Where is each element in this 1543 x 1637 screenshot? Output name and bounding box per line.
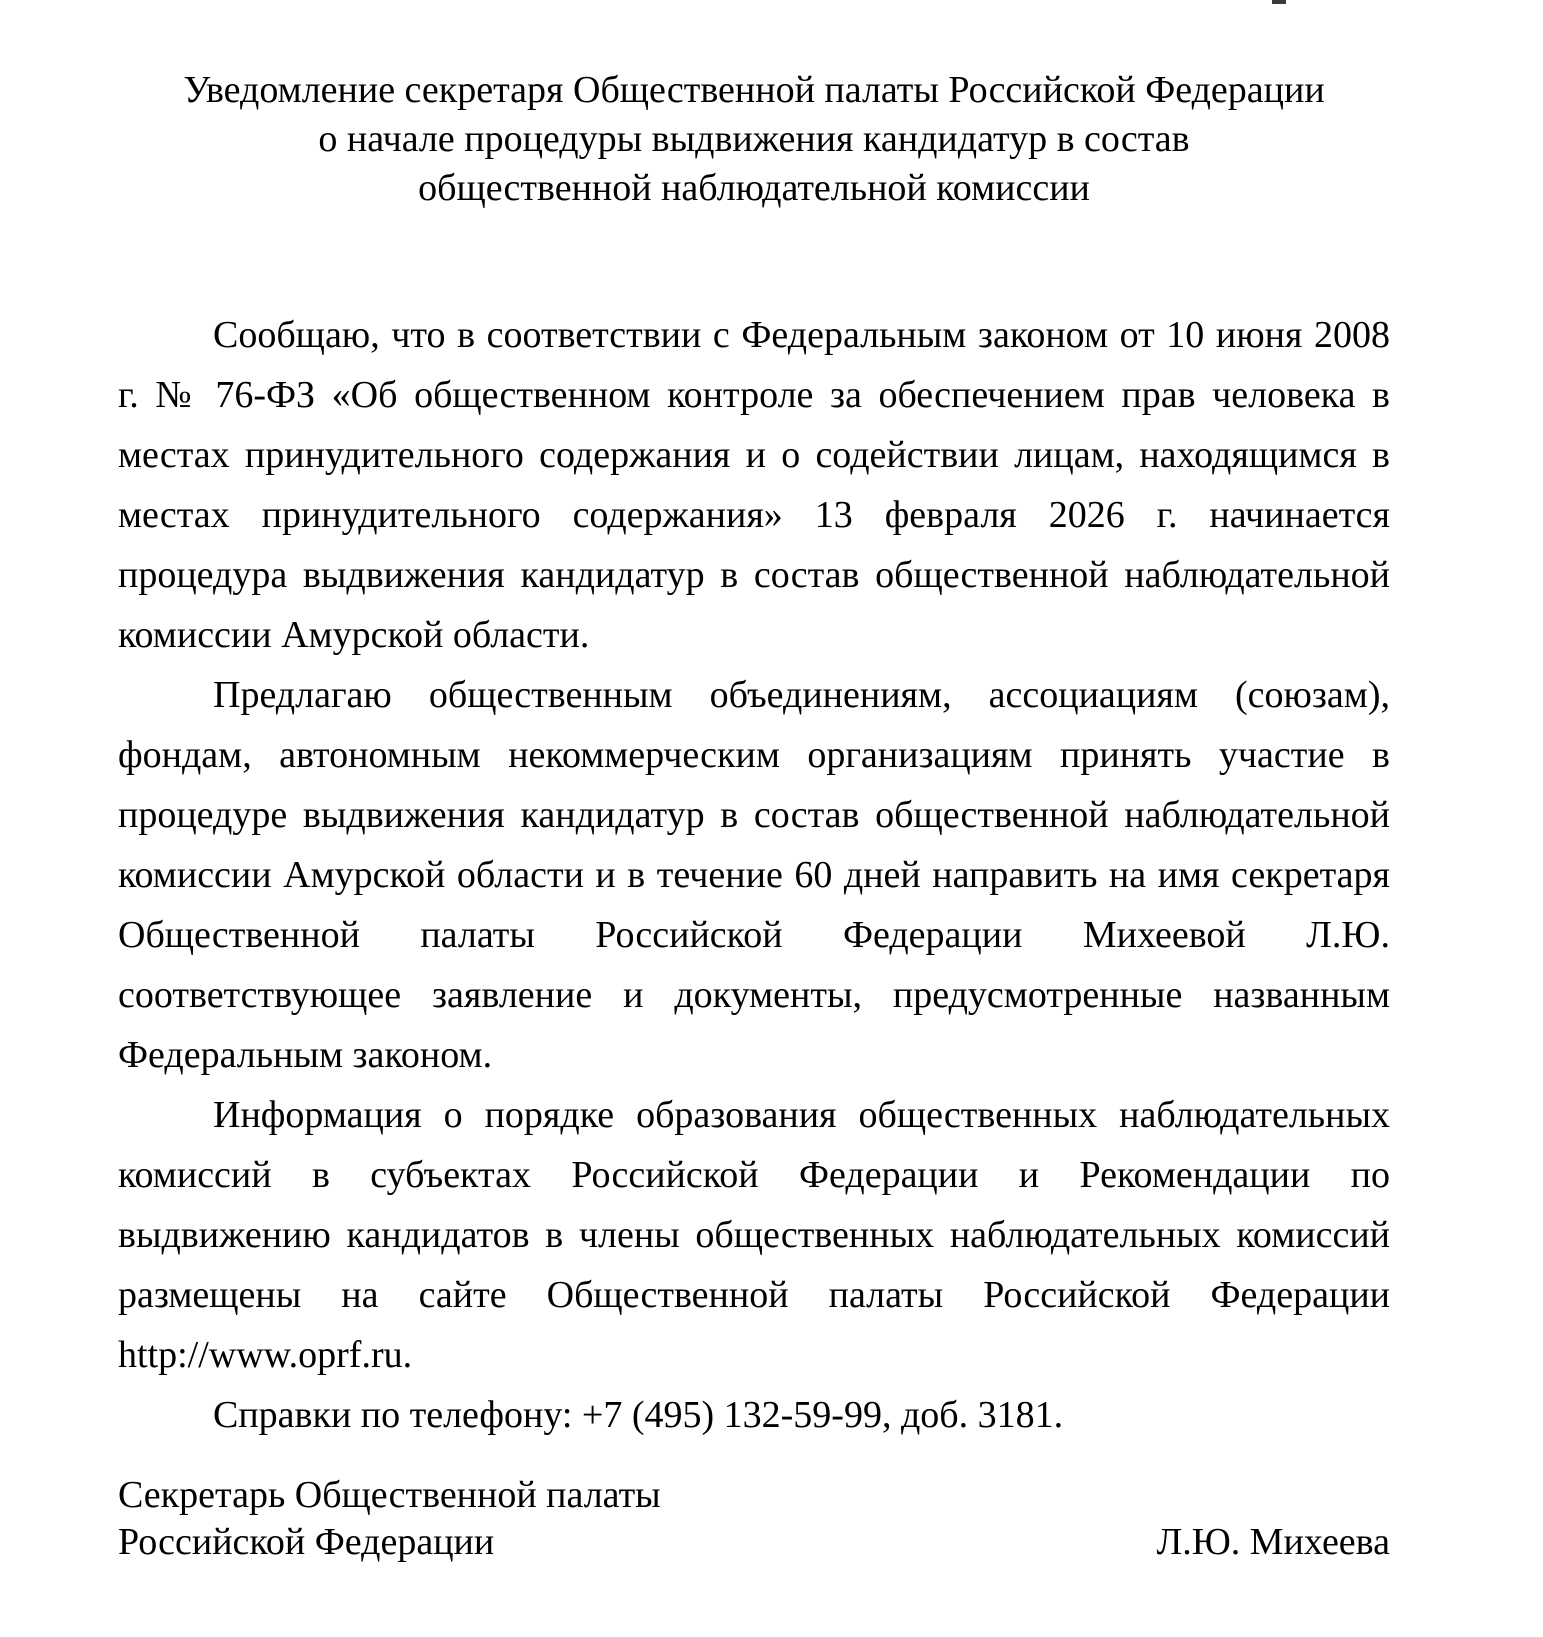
document-title [118,66,1390,213]
title-line-3: общественной наблюдательной комиссии [418,167,1090,209]
paragraph-phone-contact: Справки по телефону: +7 (495) 132-59-99, доб. 3181. [213,1394,1064,1436]
signer-name: Л.Ю. Михеева [1156,1521,1390,1563]
title-line-1: Уведомление секретаря Общественной палаты Российской Федерации [183,69,1325,111]
signer-position-line-1: Секретарь Общественной палаты [118,1474,661,1516]
paragraph-invitation: Предлагаю общественным объединениям, ассоциациям (союзам), фондам, автономным некоммерческим организациям принять участие в процедуре выдвижения кандидатур в состав общественной наблюдательной комиссии Амурской области и в течение 60 дней направить на имя секретаря Общественной палаты Российской Федерации Михеевой Л.Ю. соответствующее заявление и документы, предусмотренные названным Федеральным законом. [118,674,1390,1076]
signature-block [118,1472,1390,1566]
document-body [118,305,1390,1445]
paragraph-law-notification: Сообщаю, что в соответствии с Федеральным законом от 10 июня 2008 г. № 76-ФЗ «Об общественном контроле за обеспечением прав человека в местах принудительного содержания и о содействии лицам, находящимся в местах принудительного содержания» 13 февраля 2026 г. начинается процедура выдвижения кандидатур в состав общественной наблюдательной комиссии Амурской области. [118,314,1390,656]
cropped-character-artifact [1272,0,1286,4]
signer-position [118,1472,661,1566]
document-content [118,66,1390,1445]
paragraph-information-website: Информация о порядке образования общественных наблюдательных комиссий в субъектах Российской Федерации и Рекомендации по выдвижению кандидатов в члены общественных наблюдательных комиссий размещены на сайте Общественной палаты Российской Федерации http://www.oprf.ru. [118,1094,1390,1376]
title-line-2: о начале процедуры выдвижения кандидатур в состав [318,118,1190,160]
signer-position-line-2: Российской Федерации [118,1521,495,1563]
